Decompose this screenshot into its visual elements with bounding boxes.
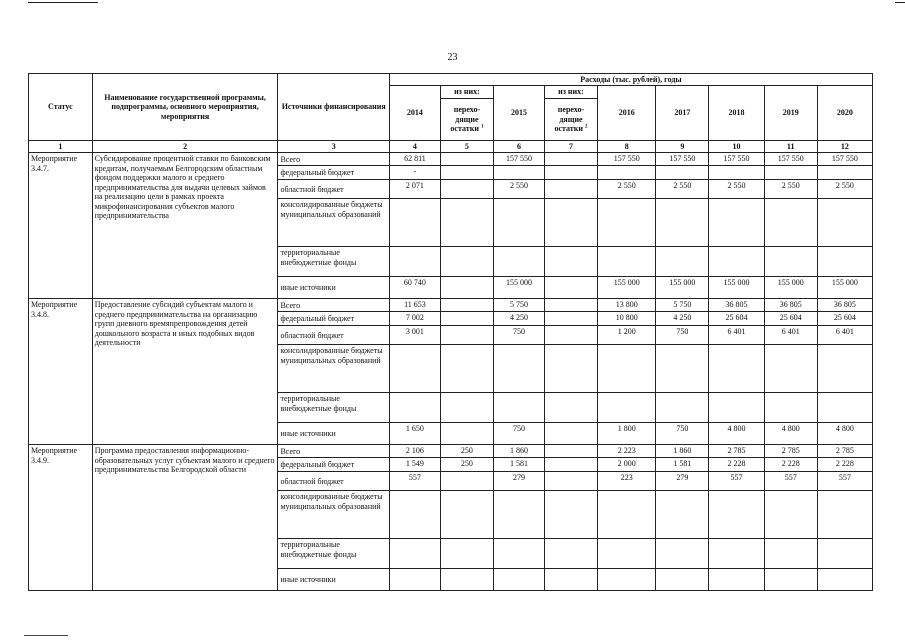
amount-cell: 1 549 (389, 458, 440, 472)
amount-cell: 2 550 (656, 180, 709, 199)
amount-cell (656, 569, 709, 591)
funding-source: иные источники (278, 423, 389, 445)
amount-cell (764, 166, 817, 180)
amount-cell: 2 106 (389, 445, 440, 458)
amount-cell: 157 550 (764, 153, 817, 166)
amount-cell (709, 539, 764, 569)
column-number: 4 (389, 140, 440, 152)
amount-cell (709, 199, 764, 247)
activity-status: Мероприятие 3.4.8. (29, 299, 93, 445)
amount-cell (440, 166, 493, 180)
amount-cell: 557 (389, 472, 440, 491)
funding-source: консолидированные бюджеты муниципальных образований (278, 345, 389, 393)
amount-cell (817, 247, 872, 277)
amount-cell: 4 800 (764, 423, 817, 445)
amount-cell (544, 166, 597, 180)
amount-cell (598, 345, 656, 393)
column-number: 3 (278, 140, 389, 152)
amount-cell (440, 393, 493, 423)
amount-cell: 4 250 (493, 312, 544, 326)
amount-cell (544, 445, 597, 458)
table-row (29, 299, 873, 312)
amount-cell (389, 393, 440, 423)
header-of-which-2: из них: (544, 86, 597, 98)
amount-cell: 10 800 (598, 312, 656, 326)
amount-cell (544, 539, 597, 569)
amount-cell (709, 345, 764, 393)
amount-cell: 1 650 (389, 423, 440, 445)
amount-cell: 2 785 (764, 445, 817, 458)
amount-cell: 7 002 (389, 312, 440, 326)
amount-cell (544, 345, 597, 393)
funding-source: территориальные внебюджетные фонды (278, 247, 389, 277)
amount-cell: 1 860 (656, 445, 709, 458)
amount-cell (598, 491, 656, 539)
table-body (29, 153, 873, 591)
header-of-which-1: из них: (440, 86, 493, 98)
activity-name: Программа предоставления информационно-образовательных услуг субъектам малого и среднего предпринимательства Белгородской области (92, 445, 278, 591)
funding-source: федеральный бюджет (278, 458, 389, 472)
column-number: 8 (598, 140, 656, 152)
amount-cell (656, 539, 709, 569)
scan-edge-mark (28, 2, 98, 3)
amount-cell (544, 569, 597, 591)
amount-cell: 6 401 (764, 326, 817, 345)
amount-cell (656, 166, 709, 180)
amount-cell (389, 247, 440, 277)
amount-cell: 155 000 (656, 277, 709, 299)
amount-cell: 557 (817, 472, 872, 491)
funding-source: консолидированные бюджеты муниципальных образований (278, 199, 389, 247)
amount-cell (764, 345, 817, 393)
amount-cell (440, 153, 493, 166)
amount-cell (709, 393, 764, 423)
amount-cell (440, 539, 493, 569)
amount-cell: 1 581 (493, 458, 544, 472)
amount-cell (440, 491, 493, 539)
amount-cell (544, 326, 597, 345)
table-row (29, 445, 873, 458)
amount-cell: 157 550 (598, 153, 656, 166)
amount-cell: 750 (493, 326, 544, 345)
amount-cell (817, 393, 872, 423)
amount-cell (598, 539, 656, 569)
amount-cell: 11 653 (389, 299, 440, 312)
funding-source: областной бюджет (278, 180, 389, 199)
funding-source: иные источники (278, 277, 389, 299)
funding-source: Всего (278, 153, 389, 166)
column-number: 2 (92, 140, 278, 152)
page-number: 23 (447, 52, 458, 63)
amount-cell: 223 (598, 472, 656, 491)
amount-cell (493, 393, 544, 423)
amount-cell (656, 199, 709, 247)
table-row (29, 153, 873, 166)
amount-cell: 1 800 (598, 423, 656, 445)
amount-cell (440, 326, 493, 345)
column-number-row (29, 140, 873, 152)
amount-cell: 750 (656, 326, 709, 345)
amount-cell: 279 (656, 472, 709, 491)
amount-cell: 557 (764, 472, 817, 491)
funding-source: Всего (278, 299, 389, 312)
amount-cell: 155 000 (817, 277, 872, 299)
amount-cell: 155 000 (493, 277, 544, 299)
amount-cell: 4 800 (709, 423, 764, 445)
amount-cell (598, 393, 656, 423)
amount-cell (544, 180, 597, 199)
amount-cell: 2 071 (389, 180, 440, 199)
amount-cell (709, 166, 764, 180)
amount-cell: 6 401 (709, 326, 764, 345)
amount-cell (493, 569, 544, 591)
amount-cell (598, 199, 656, 247)
amount-cell (544, 277, 597, 299)
amount-cell (544, 458, 597, 472)
column-number: 9 (656, 140, 709, 152)
footer-rule (24, 635, 68, 636)
amount-cell (764, 539, 817, 569)
amount-cell (656, 345, 709, 393)
header-year-2020: 2020 (817, 86, 872, 140)
amount-cell (817, 166, 872, 180)
scan-edge-mark (895, 2, 905, 3)
amount-cell (656, 393, 709, 423)
amount-cell: 2 550 (764, 180, 817, 199)
funding-source: консолидированные бюджеты муниципальных образований (278, 491, 389, 539)
amount-cell (389, 345, 440, 393)
amount-cell: 3 001 (389, 326, 440, 345)
header-status: Статус (29, 74, 93, 141)
funding-source: иные источники (278, 569, 389, 591)
header-source: Источники финансирования (278, 74, 389, 141)
amount-cell: 36 805 (764, 299, 817, 312)
amount-cell (389, 569, 440, 591)
amount-cell: 2 550 (493, 180, 544, 199)
amount-cell (817, 569, 872, 591)
amount-cell (709, 247, 764, 277)
amount-cell (389, 539, 440, 569)
amount-cell (598, 247, 656, 277)
footnote-mark-1: 1 (480, 124, 484, 130)
amount-cell: 279 (493, 472, 544, 491)
amount-cell: 2 228 (764, 458, 817, 472)
header-carryover-1: перехо- дящие остатки $^1$ (440, 98, 493, 140)
header-year-2017: 2017 (656, 86, 709, 140)
amount-cell (440, 569, 493, 591)
amount-cell: 2 550 (709, 180, 764, 199)
amount-cell (544, 153, 597, 166)
amount-cell: 2 785 (709, 445, 764, 458)
amount-cell: 2 223 (598, 445, 656, 458)
funding-source: территориальные внебюджетные фонды (278, 393, 389, 423)
amount-cell: 2 785 (817, 445, 872, 458)
amount-cell: 557 (709, 472, 764, 491)
amount-cell (598, 569, 656, 591)
amount-cell: 250 (440, 458, 493, 472)
header-year-2016: 2016 (598, 86, 656, 140)
column-number: 6 (493, 140, 544, 152)
amount-cell: 2 228 (709, 458, 764, 472)
header-name: Наименование государственной программы, подпрограммы, основного мероприятия, мероприятия (92, 74, 278, 141)
funding-source: областной бюджет (278, 326, 389, 345)
amount-cell (440, 180, 493, 199)
amount-cell (817, 491, 872, 539)
amount-cell (544, 491, 597, 539)
amount-cell (493, 199, 544, 247)
amount-cell (544, 299, 597, 312)
amount-cell: 1 200 (598, 326, 656, 345)
header-expenses: Расходы (тыс. рублей), годы (389, 74, 872, 86)
amount-cell: 750 (656, 423, 709, 445)
amount-cell (544, 199, 597, 247)
column-number: 1 (29, 140, 93, 152)
amount-cell: 2 550 (817, 180, 872, 199)
amount-cell (493, 345, 544, 393)
amount-cell (764, 199, 817, 247)
amount-cell: 2 228 (817, 458, 872, 472)
amount-cell (544, 247, 597, 277)
funding-source: федеральный бюджет (278, 166, 389, 180)
funding-source: федеральный бюджет (278, 312, 389, 326)
amount-cell (440, 299, 493, 312)
column-number: 12 (817, 140, 872, 152)
amount-cell: 25 604 (764, 312, 817, 326)
amount-cell (598, 166, 656, 180)
column-number: 5 (440, 140, 493, 152)
amount-cell (389, 199, 440, 247)
amount-cell: 1 581 (656, 458, 709, 472)
amount-cell: - (389, 166, 440, 180)
funding-source: территориальные внебюджетные фонды (278, 539, 389, 569)
amount-cell: 2 000 (598, 458, 656, 472)
amount-cell: 157 550 (493, 153, 544, 166)
amount-cell (544, 423, 597, 445)
amount-cell: 5 750 (493, 299, 544, 312)
amount-cell: 750 (493, 423, 544, 445)
header-year-2019: 2019 (764, 86, 817, 140)
header-carryover-2: перехо- дящие остатки $^2$ (544, 98, 597, 140)
amount-cell: 5 750 (656, 299, 709, 312)
amount-cell (709, 569, 764, 591)
amount-cell (493, 539, 544, 569)
amount-cell: 6 401 (817, 326, 872, 345)
amount-cell: 157 550 (709, 153, 764, 166)
amount-cell: 4 800 (817, 423, 872, 445)
amount-cell (544, 312, 597, 326)
amount-cell (440, 199, 493, 247)
header-year-2015: 2015 (493, 86, 544, 140)
activity-status: Мероприятие 3.4.7. (29, 153, 93, 299)
column-number: 10 (709, 140, 764, 152)
amount-cell (817, 539, 872, 569)
amount-cell: 4 250 (656, 312, 709, 326)
amount-cell (440, 277, 493, 299)
activity-name: Предоставление субсидий субъектам малого и среднего предпринимательства на организацию групп дневного времяпрепровождения детей дошкольного возраста и иных подобных видов деятельности (92, 299, 278, 445)
amount-cell: 25 604 (709, 312, 764, 326)
amount-cell: 155 000 (764, 277, 817, 299)
amount-cell: 36 805 (817, 299, 872, 312)
amount-cell: 36 805 (709, 299, 764, 312)
amount-cell: 155 000 (709, 277, 764, 299)
amount-cell: 157 550 (656, 153, 709, 166)
amount-cell: 62 811 (389, 153, 440, 166)
amount-cell (440, 423, 493, 445)
amount-cell (656, 491, 709, 539)
budget-table (28, 73, 873, 591)
amount-cell (544, 472, 597, 491)
amount-cell (389, 491, 440, 539)
amount-cell: 1 860 (493, 445, 544, 458)
amount-cell: 155 000 (598, 277, 656, 299)
amount-cell: 25 604 (817, 312, 872, 326)
amount-cell: 2 550 (598, 180, 656, 199)
amount-cell (656, 247, 709, 277)
amount-cell (440, 247, 493, 277)
header-year-2018: 2018 (709, 86, 764, 140)
amount-cell: 13 800 (598, 299, 656, 312)
amount-cell: 250 (440, 445, 493, 458)
amount-cell (440, 345, 493, 393)
header-year-2014: 2014 (389, 86, 440, 140)
activity-name: Субсидирование процентной ставки по банковским кредитам, получаемым Белгородским областным фондом поддержки малого и среднего предпринимательства для выдачи целевых займов на реализацию цели в рамках проекта микрофинансирования субъектов малого предпринимательства (92, 153, 278, 299)
amount-cell (544, 393, 597, 423)
activity-status: Мероприятие 3.4.9. (29, 445, 93, 591)
footnote-mark-2: 2 (584, 124, 588, 130)
amount-cell (493, 491, 544, 539)
amount-cell (709, 491, 764, 539)
column-number: 11 (764, 140, 817, 152)
amount-cell (493, 166, 544, 180)
amount-cell (764, 247, 817, 277)
column-number: 7 (544, 140, 597, 152)
amount-cell: 157 550 (817, 153, 872, 166)
amount-cell: 60 740 (389, 277, 440, 299)
amount-cell (817, 199, 872, 247)
amount-cell (764, 393, 817, 423)
amount-cell (440, 312, 493, 326)
amount-cell (440, 472, 493, 491)
funding-source: Всего (278, 445, 389, 458)
amount-cell (817, 345, 872, 393)
funding-source: областной бюджет (278, 472, 389, 491)
amount-cell (493, 247, 544, 277)
amount-cell (764, 491, 817, 539)
amount-cell (764, 569, 817, 591)
